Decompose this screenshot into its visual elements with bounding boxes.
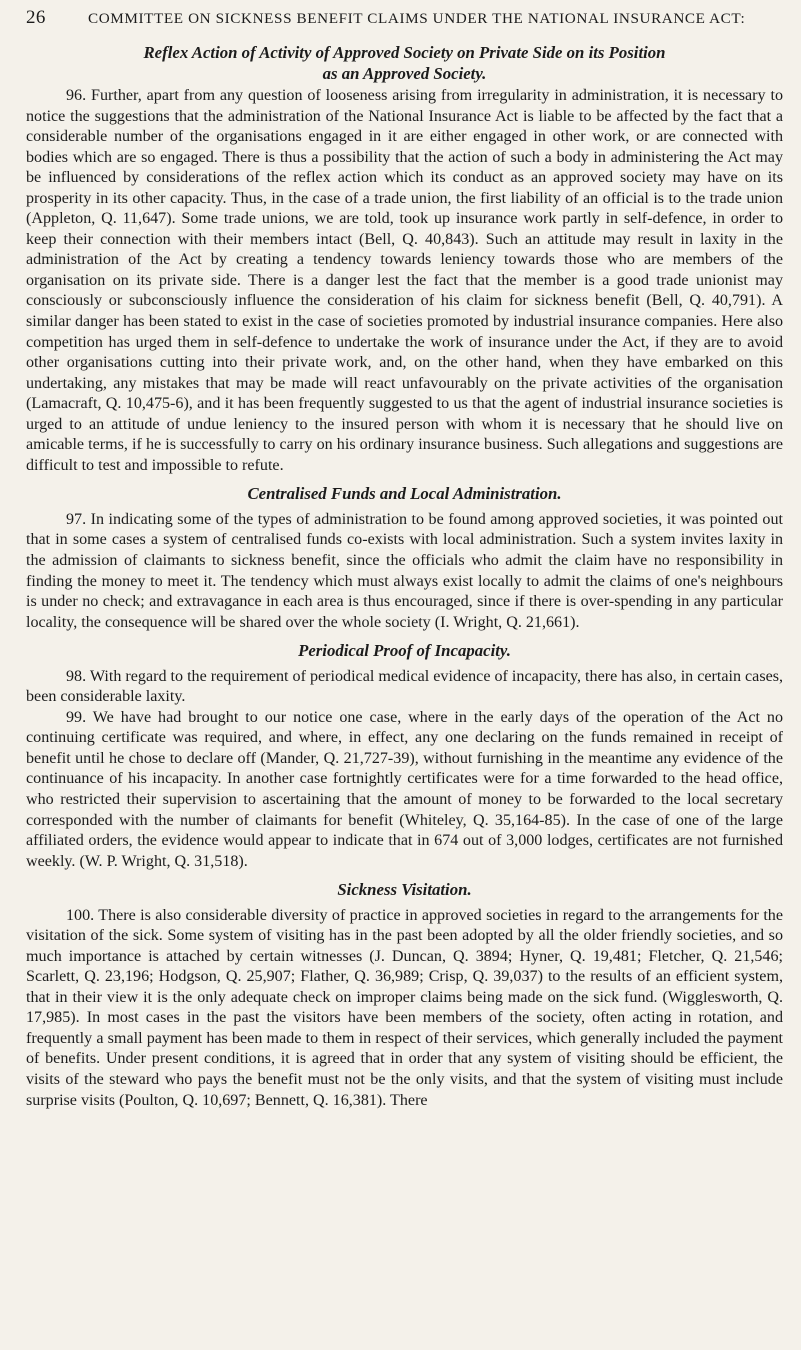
paragraph-99: 99. We have had brought to our notice one case, where in the early days of the operation of the Act no continuing certificate was required, and where, in effect, any one declaring on the funds remained in receipt of benefit until he chose to declare off (Mander, Q. 21,727-39), without furnishing in the meantime any evidence of the continuance of his incapacity. In another case fortnightly certificates were for a time forwarded to the head office, who restricted their supervision to ascertaining that the amount of money to be forwarded to the local secretary corresponded with the number of claimants for benefit (Whiteley, Q. 35,164-85). In the case of one of the large affiliated orders, the evidence would appear to indicate that in 674 out of 3,000 lodges, certificates are not furnished weekly. (W. P. Wright, Q. 31,518). — [26, 708, 783, 870]
section-heading-periodical-proof: Periodical Proof of Incapacity. — [298, 641, 511, 661]
paragraph-98: 98. With regard to the requirement of periodical medical evidence of incapacity, there has also, in certain cases, been considerable laxity. — [26, 667, 784, 706]
section-heading-centralised-funds: Centralised Funds and Local Administration. — [247, 484, 562, 504]
paragraph-100: 100. There is also considerable diversity of practice in approved societies in regard to the arrangements for the visitation of the sick. Some system of visiting has in the past been adopted by all the older friendly societies, and so much importance is attached by certain witnesses (J. Duncan, Q. 3894; Hyner, Q. 19,481; Fletcher, Q. 21,546; Scarlett, Q. 23,196; Hodgson, Q. 25,907; Flather, Q. 36,989; Crisp, Q. 39,037) to the results of an efficient system, that in their view it is the only adequate check on improper claims being made on the sick fund. (Wigglesworth, Q. 17,985). In most cases in the past the visitors have been members of the society, often acting in rotation, and frequently a small payment has been made to them in respect of their services, which generally included the payment of benefits. Under present conditions, it is agreed that in order that any system of visiting should be efficient, the visits of the steward who pays the benefit must not be the only visits, and that the system of visiting must include surprise visits (Poulton, Q. 10,697; Bennett, Q. 16,381). There — [26, 906, 783, 1109]
section-heading-reflex-action-continued: as an Approved Society. — [322, 63, 487, 83]
page-number: 26 — [26, 7, 46, 28]
running-head — [26, 8, 783, 29]
paragraph-96: 96. Further, apart from any question of looseness arising from irregularity in administration, it is necessary to notice the suggestions that the administration of the National Insurance Act is liable to be affected by the fact that a considerable number of the organisations engaged in it are either engaged in other work, or are connected with bodies which are so engaged. There is thus a possibility that the action of such a body in administering the Act may be influenced by considerations of the reflex action which its conduct as an approved society may have on its prosperity in its other capacity. Thus, in the case of a trade union, the first liability of an official is to the trade union (Appleton, Q. 11,647). Some trade unions, we are told, took up insurance work partly in self-defence, in order to keep their connection with their members intact (Bell, Q. 40,843). Such an attitude may result in laxity in the administration of the Act by creating a tendency towards leniency towards those who are members of the organisation on its private side. There is a danger lest the fact that the member is a good trade unionist may consciously or subconsciously influence the consideration of his claim for sickness benefit (Bell, Q. 40,791). A similar danger has been stated to exist in the case of societies promoted by industrial insurance companies. Here also competition has urged them in self-defence to undertake the work of insurance under the Act, if they are to avoid other organisations cutting into their private work, and, on the other hand, when they have embarked on this undertaking, any mistakes that may be made will react unfavourably on the private activities of the organisation (Lamacraft, Q. 10,475-6), and it has been frequently suggested to us that the agent of industrial insurance societies is urged to an attitude of undue leniency to the insured person with whom it is necessary that he should live on amicable terms, if he is successfully to carry on his ordinary insurance business. Such allegations and suggestions are difficult to test and impossible to refute. — [26, 87, 783, 474]
running-title: COMMITTEE ON SICKNESS BENEFIT CLAIMS UNDER THE NATIONAL INSURANCE ACT: — [88, 10, 746, 27]
section-heading-sickness-visitation: Sickness Visitation. — [337, 880, 472, 900]
section-heading-reflex-action: Reflex Action of Activity of Approved Society on Private Side on its Position — [143, 43, 666, 62]
paragraph-97: 97. In indicating some of the types of administration to be found among approved societies, it was pointed out that in some cases a system of centralised funds co-exists with local administration. Such a system invites laxity in the admission of claimants to sickness benefit, since the officials who admit the claim have no responsibility in finding the money to meet it. The tendency which must always exist locally to admit the claims of one's neighbours is under no check; and extravagance in each area is thus encouraged, since if there is over-spending in any particular locality, the consequence will be shared over the whole society (I. Wright, Q. 21,661). — [26, 510, 783, 631]
